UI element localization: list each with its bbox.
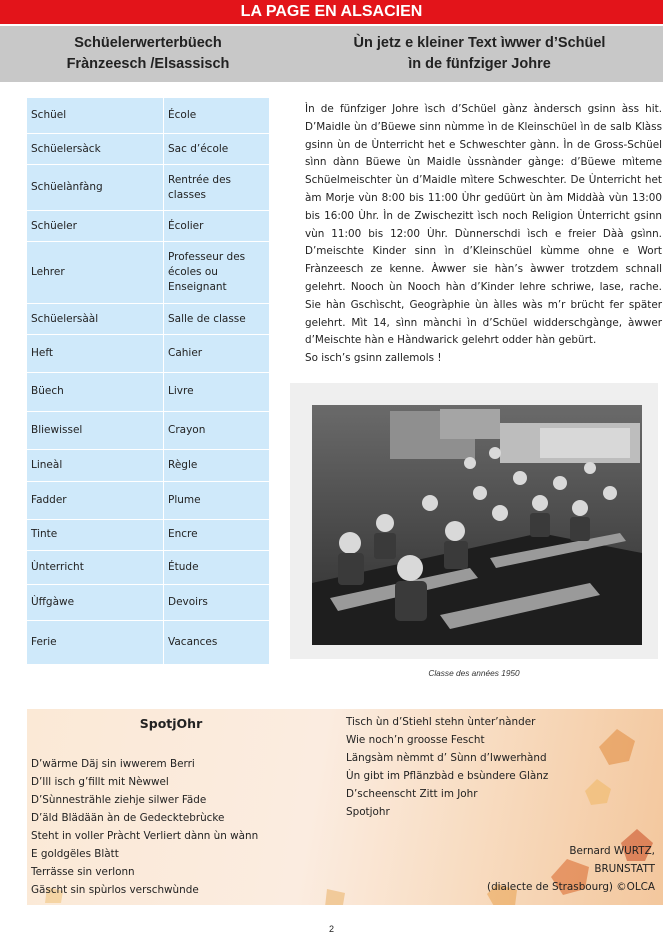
vocabulary-row — [27, 304, 270, 335]
poem-line: D’äld Blädään àn de Gedecktebrùcke — [31, 812, 225, 824]
alsatian-word: Büech — [27, 373, 164, 411]
alsatian-word: Lehrer — [27, 242, 164, 304]
alsatian-word: Tinte — [27, 519, 164, 550]
alsatian-word: Lineàl — [27, 449, 164, 481]
vocabulary-row — [27, 165, 270, 211]
french-word: Professeur des écoles ou Enseignant — [164, 242, 270, 304]
article-closing: So isch’s gsinn zallemols ! — [305, 352, 442, 365]
vocabulary-row — [27, 449, 270, 481]
vocabulary-row — [27, 242, 270, 304]
french-word: Salle de classe — [164, 304, 270, 335]
vocabulary-table — [26, 97, 270, 665]
alsatian-word: Schüelànfàng — [27, 165, 164, 211]
vocabulary-row — [27, 98, 270, 134]
french-word: Crayon — [164, 411, 270, 449]
french-word: Règle — [164, 449, 270, 481]
poem-line: Terrässe sin verlonn — [31, 866, 135, 878]
french-word: École — [164, 98, 270, 134]
vocabulary-row — [27, 211, 270, 242]
french-word: Devoirs — [164, 584, 270, 620]
vocabulary-heading-line2: Frànzeesch /Elsassisch — [66, 56, 230, 72]
photo-caption: Classe des années 1950 — [428, 668, 520, 678]
alsatian-word: Fadder — [27, 481, 164, 519]
page-banner: LA PAGE EN ALSACIEN — [0, 0, 663, 24]
vocabulary-row — [27, 335, 270, 373]
vocabulary-row — [27, 134, 270, 165]
alsatian-word: Schüeler — [27, 211, 164, 242]
poem-left-column — [31, 755, 258, 899]
french-word: Étude — [164, 550, 270, 584]
vocabulary-row — [27, 620, 270, 664]
poem-line: Längsàm nèmmt d’ Sùnn d’Iwwerhànd — [346, 752, 547, 764]
vocabulary-row — [27, 411, 270, 449]
vocabulary-row — [27, 584, 270, 620]
french-word: Rentrée des classes — [164, 165, 270, 211]
vocabulary-row — [27, 373, 270, 411]
section-header — [0, 26, 663, 82]
article-heading-line2: ìn de fünfziger Johre — [408, 56, 551, 72]
vocabulary-row — [27, 519, 270, 550]
alsatian-word: Ùffgàwe — [27, 584, 164, 620]
alsatian-word: Ferie — [27, 620, 164, 664]
poem-line: D’scheenscht Zitt im Johr — [346, 788, 478, 800]
poem-line: E goldgëles Blàtt — [31, 848, 119, 860]
poem-line: Spotjohr — [346, 806, 390, 818]
french-word: Encre — [164, 519, 270, 550]
alsatian-word: Schüelersàck — [27, 134, 164, 165]
alsatian-word: Heft — [27, 335, 164, 373]
poem-line: Tisch ùn d’Stiehl stehn ùnter’nànder — [346, 716, 536, 728]
article-heading-line1: Ùn jetz e kleiner Text ìwwer d’Schüel — [353, 35, 606, 51]
classroom-photo-image — [290, 383, 658, 659]
article-body: Ìn de fünfziger Johre ìsch d’Schüel gànz àndersch gsinn àss hit. D’Maidle ùn d’Büewe sinn nùmme ìn de Kleinschüel ìn de salb Klàss gsinn ùn de Ùnterricht het e Schweschter gànn. Ìn de Gross-Schüel sìnn dànn Büewe ùn Maidle ùssnànder gànge: d’Büewe mìteme Schüelmeischter ùn d’Maidle mìtere Schweschter. De Ùnterricht het àm Morje vùn 8:00 bis 11:00 Ùhr gedüürt ùn àm Middàà vùn 13:00 bis 16:00 Ùhr. Ìn de Zwischezitt ìsch noch Religion Ùnterricht gsinn vùn 11:00 bis 12:00 Ùhr. Dùnnerschdi ìsch e freier Dàà gsìnn. D’meischte Kinder sinn ìn d’Kleinschüel kùmme ohne e Wort Frànzeesch ze kenne. Àwwer sie hàn’s àwwer trotzdem schnall gelehrt. Nooch ùn Nooch hàn d’Kinder lehre schriwe, lase, rache. Sie hàn Gschìscht, Geogràphie ùn àlles wàs m’r brücht fer später gelehrt. Mìt 14, sìnn mànchi ìn d’Schüel widderschgànge, àwwer d’Meischte hàn e Hàndwarick gelehrt odder hàn gebürt. — [305, 103, 662, 347]
classroom-photo — [290, 383, 658, 659]
french-word: Écolier — [164, 211, 270, 242]
alsatian-word: Schüel — [27, 98, 164, 134]
vocabulary-row — [27, 550, 270, 584]
poem-line: Wie noch’n groosse Fescht — [346, 734, 485, 746]
poem-line: D’Sùnnesträhle ziehje silwer Fäde — [31, 794, 207, 806]
french-word: Cahier — [164, 335, 270, 373]
poem-line: Gäscht sin spùrlos verschwùnde — [31, 884, 199, 896]
poem-line: Ùn gibt im Pflänzbàd e bsùndere Glànz — [346, 770, 549, 782]
alsatian-word: Schüelersààl — [27, 304, 164, 335]
alsatian-word: Bliewissel — [27, 411, 164, 449]
article-heading — [296, 33, 663, 75]
french-word: Livre — [164, 373, 270, 411]
french-word: Vacances — [164, 620, 270, 664]
french-word: Plume — [164, 481, 270, 519]
poem-line: D’wärme Däj sin iwwerem Berri — [31, 758, 195, 770]
author-note: (dialecte de Strasbourg) ©OLCA — [487, 881, 655, 893]
author-place: BRUNSTATT — [594, 863, 655, 875]
vocabulary-row — [27, 481, 270, 519]
author-name: Bernard WURTZ, — [569, 845, 655, 857]
poem-line: D’Ill isch g’fillt mit Nèwwel — [31, 776, 169, 788]
article-text — [305, 101, 662, 368]
vocabulary-heading-line1: Schüelerwerterbüech — [74, 35, 222, 51]
page-number: 2 — [328, 924, 334, 934]
poem-author — [435, 842, 655, 896]
vocabulary-heading — [0, 33, 296, 75]
french-word: Sac d’école — [164, 134, 270, 165]
poem-right-column — [346, 713, 548, 821]
poem-line: Steht in voller Pràcht Verliert dànn ùn wànn — [31, 830, 259, 842]
poem-title: SpotjOhr — [139, 716, 203, 731]
alsatian-word: Ùnterricht — [27, 550, 164, 584]
